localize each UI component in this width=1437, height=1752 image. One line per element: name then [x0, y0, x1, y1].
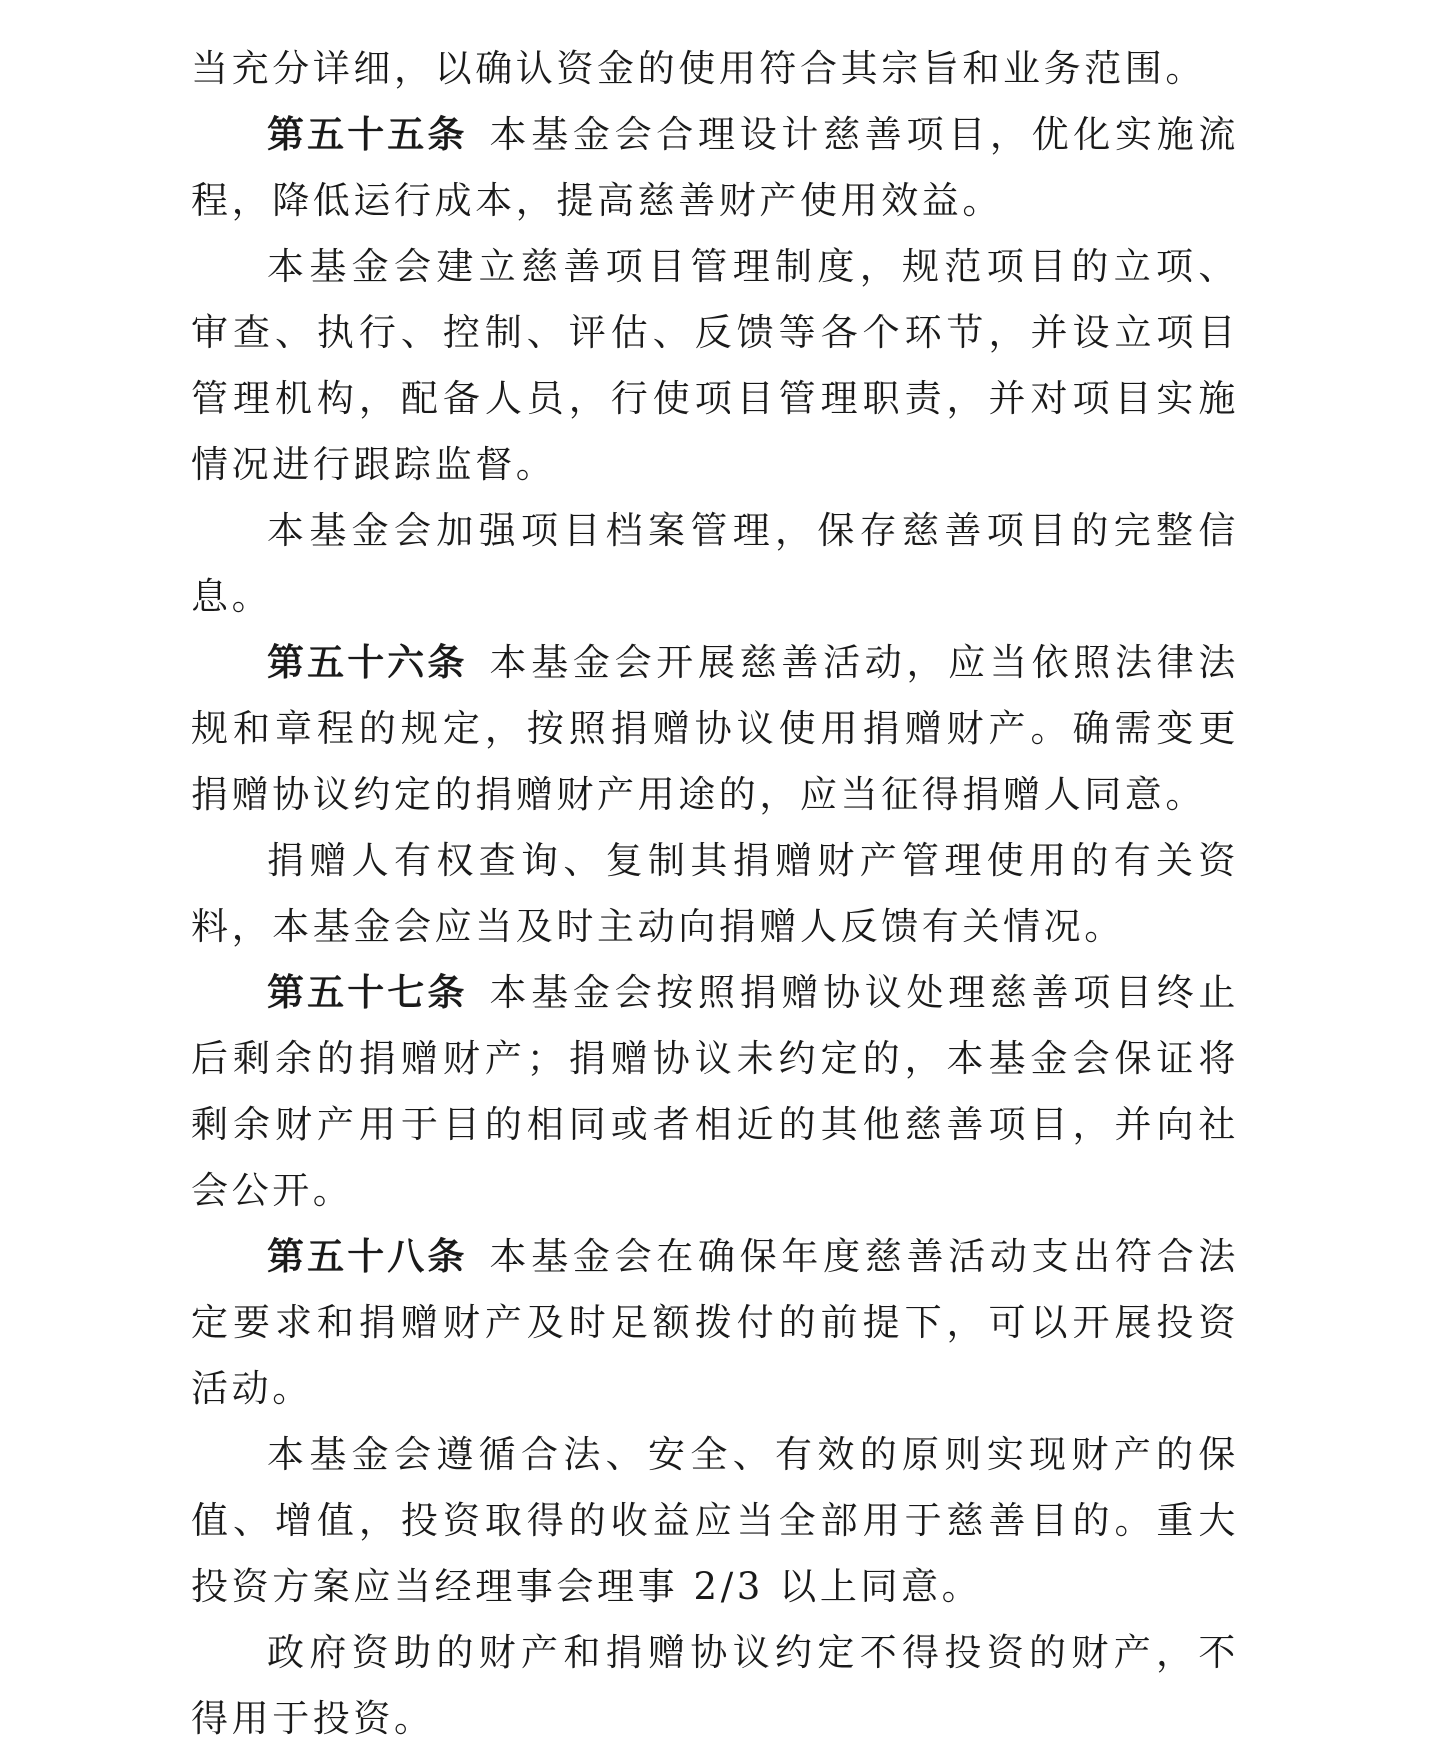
- article-number: 第五十八条: [267, 1235, 468, 1278]
- paragraph-text: 本基金会遵循合法、安全、有效的原则实现财产的保值、增值，投资取得的收益应当全部用于慈善目的。重大投资方案应当经理事会理事 2/3 以上同意。: [191, 1433, 1239, 1608]
- article-55: [191, 102, 1239, 234]
- paragraph-continuation: [191, 36, 1239, 102]
- paragraph-text: 本基金会按照捐赠协议处理慈善项目终止后剩余的捐赠财产；捐赠协议未约定的，本基金会保证将剩余财产用于目的相同或者相近的其他慈善项目，并向社会公开。: [191, 971, 1239, 1212]
- paragraph: [191, 1422, 1239, 1620]
- paragraph: [191, 498, 1239, 630]
- paragraph-text: 本基金会建立慈善项目管理制度，规范项目的立项、审查、执行、控制、评估、反馈等各个环节，并设立项目管理机构，配备人员，行使项目管理职责，并对项目实施情况进行跟踪监督。: [191, 245, 1239, 486]
- paragraph: [191, 828, 1239, 960]
- article-58: [191, 1224, 1239, 1422]
- paragraph-text: 捐赠人有权查询、复制其捐赠财产管理使用的有关资料，本基金会应当及时主动向捐赠人反馈有关情况。: [191, 839, 1239, 948]
- paragraph: [191, 1620, 1239, 1752]
- article-56: [191, 630, 1239, 828]
- article-number: 第五十五条: [267, 113, 468, 156]
- paragraph-text: 政府资助的财产和捐赠协议约定不得投资的财产，不得用于投资。: [191, 1631, 1239, 1740]
- paragraph-text: 当充分详细，以确认资金的使用符合其宗旨和业务范围。: [191, 47, 1206, 90]
- paragraph-text: 本基金会加强项目档案管理，保存慈善项目的完整信息。: [191, 509, 1239, 618]
- paragraph-text: 本基金会在确保年度慈善活动支出符合法定要求和捐赠财产及时足额拨付的前提下，可以开展投资活动。: [191, 1235, 1239, 1410]
- paragraph: [191, 234, 1239, 498]
- article-number: 第五十六条: [267, 641, 468, 684]
- paragraph-text: 本基金会合理设计慈善项目，优化实施流程，降低运行成本，提高慈善财产使用效益。: [191, 113, 1239, 222]
- article-57: [191, 960, 1239, 1224]
- article-number: 第五十七条: [267, 971, 468, 1014]
- paragraph-text: 本基金会开展慈善活动，应当依照法律法规和章程的规定，按照捐赠协议使用捐赠财产。确需变更捐赠协议约定的捐赠财产用途的，应当征得捐赠人同意。: [191, 641, 1239, 816]
- document-page: [191, 36, 1239, 1752]
